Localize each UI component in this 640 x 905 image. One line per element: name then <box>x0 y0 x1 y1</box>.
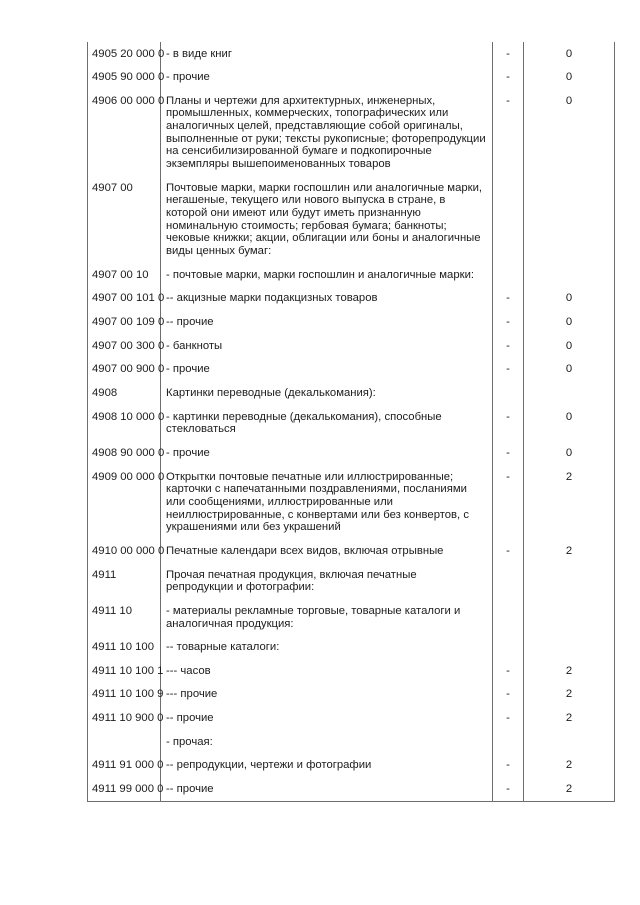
unit-cell: - <box>493 311 524 335</box>
rate-cell <box>524 263 615 287</box>
rate-cell <box>524 599 615 635</box>
rate-cell <box>524 636 615 660</box>
table-row <box>88 358 615 382</box>
table-row <box>88 707 615 731</box>
code-cell: 4908 10 000 0 <box>88 405 161 441</box>
code-cell: 4908 90 000 0 <box>88 441 161 465</box>
tariff-table <box>87 42 615 802</box>
code-cell: 4907 00 300 0 <box>88 334 161 358</box>
rate-cell: 2 <box>524 465 615 539</box>
description-cell: - прочие <box>161 441 493 465</box>
rate-cell: 0 <box>524 66 615 90</box>
code-cell: 4907 00 <box>88 176 161 263</box>
code-cell: 4905 90 000 0 <box>88 66 161 90</box>
rate-cell: 2 <box>524 539 615 563</box>
unit-cell: - <box>493 66 524 90</box>
rate-cell: 0 <box>524 358 615 382</box>
description-cell: -- акцизные марки подакцизных товаров <box>161 287 493 311</box>
code-cell: 4907 00 900 0 <box>88 358 161 382</box>
code-cell: 4911 10 100 9 <box>88 683 161 707</box>
description-cell: --- часов <box>161 659 493 683</box>
unit-cell: - <box>493 659 524 683</box>
unit-cell: - <box>493 405 524 441</box>
unit-cell <box>493 563 524 599</box>
table-row <box>88 89 615 176</box>
unit-cell: - <box>493 539 524 563</box>
table-row <box>88 263 615 287</box>
unit-cell: - <box>493 358 524 382</box>
rate-cell: 0 <box>524 405 615 441</box>
unit-cell: - <box>493 287 524 311</box>
code-cell: 4908 <box>88 381 161 405</box>
rate-cell: 2 <box>524 754 615 778</box>
code-cell <box>88 730 161 754</box>
description-cell: Картинки переводные (декалькомания): <box>161 381 493 405</box>
unit-cell: - <box>493 707 524 731</box>
table-row <box>88 730 615 754</box>
table-row <box>88 465 615 539</box>
description-cell: --- прочие <box>161 683 493 707</box>
rate-cell: 0 <box>524 42 615 66</box>
description-cell: Прочая печатная продукция, включая печатные репродукции и фотографии: <box>161 563 493 599</box>
unit-cell: - <box>493 89 524 176</box>
description-cell: - в виде книг <box>161 42 493 66</box>
tariff-table-body <box>88 42 615 802</box>
table-row <box>88 405 615 441</box>
description-cell: - банкноты <box>161 334 493 358</box>
code-cell: 4905 20 000 0 <box>88 42 161 66</box>
rate-cell <box>524 176 615 263</box>
code-cell: 4906 00 000 0 <box>88 89 161 176</box>
unit-cell: - <box>493 441 524 465</box>
table-row <box>88 563 615 599</box>
rate-cell: 0 <box>524 287 615 311</box>
description-cell: -- прочие <box>161 707 493 731</box>
rate-cell: 0 <box>524 334 615 358</box>
code-cell: 4911 10 900 0 <box>88 707 161 731</box>
code-cell: 4911 <box>88 563 161 599</box>
code-cell: 4910 00 000 0 <box>88 539 161 563</box>
table-row <box>88 66 615 90</box>
description-cell: Открытки почтовые печатные или иллюстрированные; карточки с напечатанными поздравлениями, посланиями или сообщениями, иллюстрированные или неиллюстрированные, с конвертами или без конвертов, с украшениями или без украшений <box>161 465 493 539</box>
table-row <box>88 334 615 358</box>
table-row <box>88 636 615 660</box>
code-cell: 4911 99 000 0 <box>88 778 161 802</box>
table-row <box>88 778 615 802</box>
rate-cell: 0 <box>524 89 615 176</box>
description-cell: -- товарные каталоги: <box>161 636 493 660</box>
description-cell: -- прочие <box>161 311 493 335</box>
code-cell: 4907 00 101 0 <box>88 287 161 311</box>
description-cell: Печатные календари всех видов, включая отрывные <box>161 539 493 563</box>
description-cell: Почтовые марки, марки госпошлин или аналогичные марки, негашеные, текущего или нового выпуска в стране, в которой они имеют или будут иметь признанную номинальную стоимость; гербовая бумага; банкноты; чековые книжки; акции, облигации или боны и аналогичные виды ценных бумаг: <box>161 176 493 263</box>
unit-cell: - <box>493 778 524 802</box>
table-row <box>88 599 615 635</box>
rate-cell: 0 <box>524 311 615 335</box>
code-cell: 4911 91 000 0 <box>88 754 161 778</box>
code-cell: 4911 10 <box>88 599 161 635</box>
unit-cell <box>493 263 524 287</box>
description-cell: -- репродукции, чертежи и фотографии <box>161 754 493 778</box>
code-cell: 4911 10 100 1 <box>88 659 161 683</box>
description-cell: - материалы рекламные торговые, товарные каталоги и аналогичная продукция: <box>161 599 493 635</box>
unit-cell <box>493 381 524 405</box>
table-row <box>88 441 615 465</box>
unit-cell: - <box>493 754 524 778</box>
table-row <box>88 42 615 66</box>
rate-cell: 2 <box>524 707 615 731</box>
description-cell: -- прочие <box>161 778 493 802</box>
unit-cell: - <box>493 334 524 358</box>
code-cell: 4907 00 10 <box>88 263 161 287</box>
code-cell: 4907 00 109 0 <box>88 311 161 335</box>
table-row <box>88 287 615 311</box>
rate-cell <box>524 563 615 599</box>
unit-cell <box>493 599 524 635</box>
table-row <box>88 659 615 683</box>
description-cell: - почтовые марки, марки госпошлин и аналогичные марки: <box>161 263 493 287</box>
unit-cell <box>493 176 524 263</box>
rate-cell: 0 <box>524 441 615 465</box>
table-row <box>88 683 615 707</box>
unit-cell <box>493 730 524 754</box>
table-row <box>88 176 615 263</box>
description-cell: Планы и чертежи для архитектурных, инженерных, промышленных, коммерческих, топографических или аналогичных целей, представляющие собой оригиналы, выполненные от руки; тексты рукописные; фоторепродукции на сенсибилизированной бумаге и подкопирочные экземпляры вышепоименованных товаров <box>161 89 493 176</box>
unit-cell: - <box>493 683 524 707</box>
rate-cell: 2 <box>524 659 615 683</box>
unit-cell <box>493 636 524 660</box>
description-cell: - прочая: <box>161 730 493 754</box>
unit-cell: - <box>493 42 524 66</box>
rate-cell: 2 <box>524 778 615 802</box>
description-cell: - картинки переводные (декалькомания), способные стекловаться <box>161 405 493 441</box>
description-cell: - прочие <box>161 66 493 90</box>
code-cell: 4909 00 000 0 <box>88 465 161 539</box>
table-row <box>88 539 615 563</box>
rate-cell <box>524 730 615 754</box>
table-row <box>88 311 615 335</box>
rate-cell <box>524 381 615 405</box>
rate-cell: 2 <box>524 683 615 707</box>
description-cell: - прочие <box>161 358 493 382</box>
code-cell: 4911 10 100 <box>88 636 161 660</box>
table-row <box>88 754 615 778</box>
unit-cell: - <box>493 465 524 539</box>
table-row <box>88 381 615 405</box>
